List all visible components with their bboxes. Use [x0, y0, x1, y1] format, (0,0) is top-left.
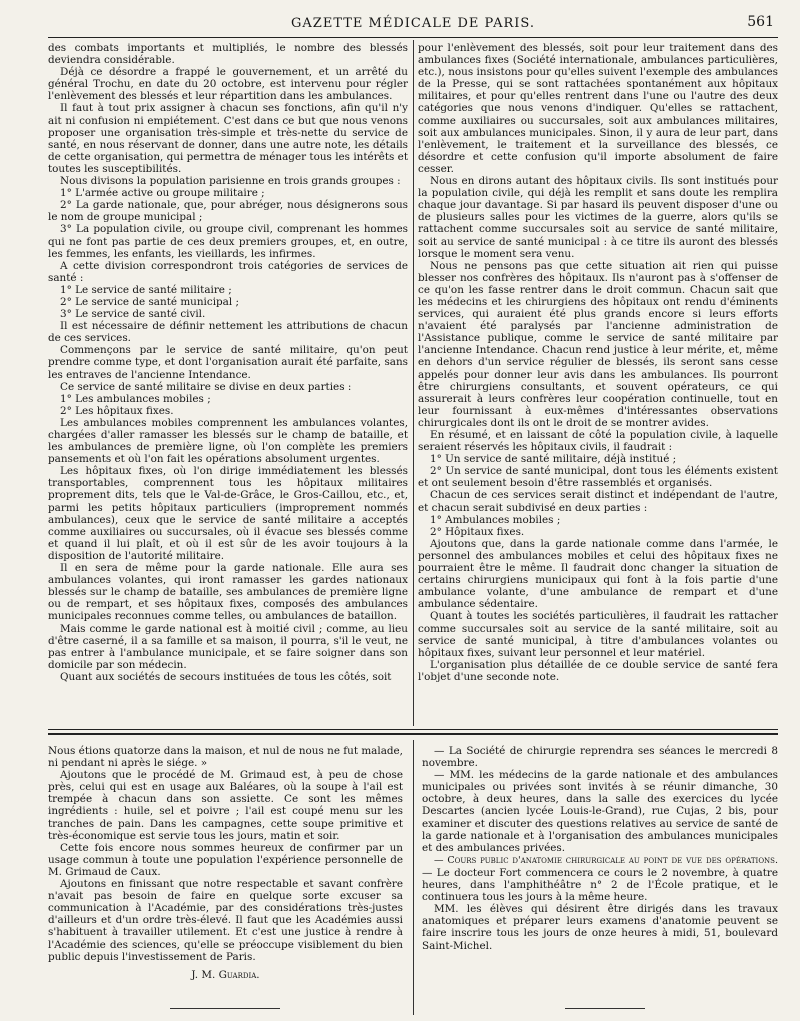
list-item: 1° L'armée active ou groupe militaire ; — [60, 187, 265, 200]
column-left-bottom — [48, 745, 403, 995]
section-rule-thick — [48, 733, 778, 735]
news-item: MM. les élèves qui désirent être dirigés dans les travaux anatomiques et préparer leurs examens d'anatomie peuvent se faire inscrire tous les jours de onze heures à midi, 51, boulevard Saint-Michel. — [422, 903, 778, 952]
section-rule-thin — [48, 729, 778, 730]
paragraph: Quant aux sociétés de secours instituées de tous les côtés, soit — [60, 670, 392, 683]
paragraph: Ce service de santé militaire se divise en deux parties : — [60, 380, 352, 393]
paragraph: Nous divisons la population parisienne en trois grands groupes : — [60, 175, 401, 188]
column-right-bottom — [422, 745, 778, 995]
paragraph: Il en sera de même pour la garde nationale. Elle aura ses ambulances volantes, qui iront ramasser les gardes nationaux blessés sur le champ de bataille, ses ambulances de première ligne ou de rempart, et ses hôpitaux fixes, composés des ambulances municipales reconnues comme telles, ou ambulances de bataillon. — [48, 562, 408, 623]
paragraph: Déjà ce désordre a frappé le gouvernement, et un arrêté du général Trochu, en date du 20 octobre, est intervenu pour régler l'enlèvement des blessés et leur répartition dans les ambulances. — [48, 66, 408, 103]
footer-rule-right — [565, 1008, 645, 1009]
paragraph: Il est nécessaire de définir nettement les attributions de chacun de ces services. — [48, 320, 408, 345]
news-item — [422, 854, 778, 903]
list-item: 3° La population civile, ou groupe civil, comprenant les hommes qui ne font pas partie de ces deux premiers groupes, et, en outre, les femmes, les enfants, les vieillards, les infirmes. — [48, 223, 408, 260]
paragraph: Ajoutons que, dans la garde nationale comme dans l'armée, le personnel des ambulances mobiles et celui des hôpitaux fixes ne pourraient être le même. Il faudrait donc changer la situation de certains chirurgiens municipaux qui font à la fois partie d'une ambulance volante, d'une ambulance de rempart et d'une ambulance sédentaire. — [418, 537, 778, 611]
paragraph: Nous étions quatorze dans la maison, et nul de nous ne fut malade, ni pendant ni après le siége. » — [48, 745, 403, 770]
list-item: 2° Un service de santé municipal, dont tous les éléments existent et ont seulement besoin d'être rassemblés et organisés. — [418, 465, 778, 490]
paragraph: Mais comme le garde national est à moitié civil ; comme, au lieu d'être caserné, il a sa famille et sa maison, il pourra, s'il le veut, ne pas entrer à l'ambulance municipale, et se faire soigner dans son domicile par son médecin. — [48, 622, 408, 671]
paragraph: Nous ne pensons pas que cette situation ait rien qui puisse blesser nos confrères des hôpitaux. Ils n'auront pas à s'offenser de ce qu'on les fasse rentrer dans le droit commun. Chacun sait que les médecins et les chirurgiens des hôpitaux ont rendu d'éminents services, qui auraient été plus grands encore si leurs efforts n'avaient été paralysés par l'ancienne administration de l'Assistance publique, comme le service de santé militaire par l'ancienne Intendance. Chacun rend justice à leur mérite, et, même en dehors d'un service régulier de blessés, ils seront sans cesse appelés pour donner leur avis dans les ambulances. Ils pourront être chirurgiens consultants, et souvent opérateurs, ce qui assurerait à leurs confrères leur coopération continuelle, tout en leur fournissant à eux-mêmes d'intéressantes observations chirurgicales dont ils ont le droit de se montrer avides. — [418, 259, 778, 429]
header-rule — [48, 37, 778, 38]
list-item: 2° Le service de santé municipal ; — [60, 295, 240, 308]
paragraph: L'organisation plus détaillée de ce double service de santé fera l'objet d'une seconde note. — [418, 658, 778, 683]
paragraph: Ajoutons en finissant que notre respectable et savant confrère n'avait pas besoin de faire en quelque sorte excuser sa communication à l'Académie, par des considérations très-justes d'ailleurs et d'un ordre très-élevé. Il faut que les Académies aussi s'habituent à travailler utilement. Et c'est une justice à rendre à l'Académie des sciences, qu'elle se préoccupe visiblement du bien public depuis l'investissement de Paris. — [48, 878, 403, 963]
news-item: — La Société de chirurgie reprendra ses séances le mercredi 8 novembre. — [422, 745, 778, 770]
list-item: 1° Un service de santé militaire, déjà institué ; — [430, 453, 677, 466]
author-signature: J. M. Guardia. — [191, 968, 260, 981]
page-header — [48, 14, 778, 36]
news-item: — MM. les médecins de la garde nationale et des ambulances municipales ou privées sont invités à se réunir dimanche, 30 octobre, à deux heures, dans la salle des exercices du lycée Descartes (ancien lycée Louis-le-Grand), rue Cujas, 2 bis, pour examiner et discuter des questions relatives au service de santé de la garde nationale et à l'organisation des ambulances municipales et des ambulances privées. — [422, 769, 778, 854]
paragraph: pour l'enlèvement des blessés, soit pour leur traitement dans des ambulances fixes (Société internationale, ambulances particulières, etc.), nous insistons pour qu'elles suivent l'exemple des ambulances de la Presse, qui se sont rattachées spontanément aux hôpitaux militaires, et pour qu'elles rentrent dans l'une ou l'autre des deux catégories que nous venons d'indiquer. Qu'elles se rattachent, comme auxiliaires ou succursales, soit aux ambulances militaires, soit aux ambulances municipales. Sinon, il y aura de leur part, dans l'enlèvement, le traitement et la surveillance des blessés, ce désordre et cette confusion qu'il importe absolument de faire cesser. — [418, 42, 778, 175]
cours-heading: — Cours public d'anatomie chirurgicale au point de vue des opérations. — [434, 854, 778, 866]
paragraph: Cette fois encore nous sommes heureux de confirmer par un usage commun à toute une population l'expérience personnelle de M. Grimaud de Caux. — [48, 841, 403, 878]
column-left-top — [48, 42, 408, 722]
list-item: 2° Les hôpitaux fixes. — [60, 404, 174, 417]
column-divider — [413, 40, 414, 726]
paragraph: En résumé, et en laissant de côté la population civile, à laquelle seraient réservés les hôpitaux civils, il faudrait : — [418, 429, 778, 454]
paragraph: Les ambulances mobiles comprennent les ambulances volantes, chargées d'aller ramasser les blessés sur le champ de bataille, et les ambulances de première ligne, où l'on complète les premiers pansements et où l'on fait les opérations absolument urgentes. — [48, 416, 408, 466]
paragraph: Nous en dirons autant des hôpitaux civils. Ils sont institués pour la population civile, qui déjà les remplit et sans doute les remplira chaque jour davantage. Si par hasard ils peuvent disposer d'une ou de plusieurs salles pour les victimes de la guerre, alors qu'ils se rattachent comme succursales soit au service de santé militaire, soit au service de santé municipal : à ce titre ils auront des blessés lorsque le moment sera venu. — [418, 175, 778, 260]
column-divider-bottom — [413, 740, 414, 1015]
paragraph: Les hôpitaux fixes, où l'on dirige immédiatement les blessés transportables, comprennent tous les hôpitaux militaires proprement dits, tels que le Val-de-Grâce, le Gros-Caillou, etc., et, parmi les petits hôpitaux particuliers (improprement nommés ambulances), ceux que le service de santé militaire a acceptés comme auxiliaires ou succursales, où il évacue ses blessés comme et quand il lui plaît, et où il est sûr de les avoir toujours à la disposition de l'autorité militaire. — [48, 465, 408, 562]
column-right-top — [418, 42, 778, 722]
list-item: 1° Les ambulances mobiles ; — [60, 392, 211, 405]
list-item: 1° Ambulances mobiles ; — [430, 513, 561, 526]
paragraph: Quant à toutes les sociétés particulières, il faudrait les rattacher comme succursales soit au service de la santé militaire, soit au service de santé municipal, à titre d'ambulances volantes ou hôpitaux fixes, suivant leur personnel et leur matériel. — [418, 610, 778, 659]
paragraph: Chacun de ces services serait distinct et indépendant de l'autre, et chacun serait subdivisé en deux parties : — [418, 489, 778, 514]
paragraph: Ajoutons que le procédé de M. Grimaud est, à peu de chose près, celui qui est en usage aux Baléares, où la soupe à l'ail est trempée à chacun dans son assiette. Ce sont les mêmes ingrédients : huile, sel et poivre ; l'ail est coupé menu sur les tranches de pain. Dans les campagnes, cette soupe primitive et très-économique est servie tous les jours, matin et soir. — [48, 769, 403, 842]
paragraph: Il faut à tout prix assigner à chacun ses fonctions, afin qu'il n'y ait ni confusion ni empiétement. C'est dans ce but que nous venons proposer une organisation très-simple et très-nette du service de santé, en nous réservant de donner, dans une autre note, les détails de cette organisation, qui permettra de ménager tous les intérêts et toutes les susceptibilités. — [48, 102, 408, 175]
list-item: 1° Le service de santé militaire ; — [60, 283, 232, 296]
paragraph: des combats importants et multipliés, le nombre des blessés deviendra considérable. — [48, 42, 408, 67]
paragraph: A cette division correspondront trois catégories de services de santé : — [48, 259, 408, 284]
footer-rule-left — [170, 1008, 280, 1009]
list-item: 3° Le service de santé civil. — [60, 308, 206, 321]
paragraph: Commençons par le service de santé militaire, qu'on peut prendre comme type, et dont l'organisation aurait été parfaite, sans les entraves de l'ancienne Intendance. — [48, 344, 408, 381]
list-item: 2° Hôpitaux fixes. — [430, 525, 525, 538]
page-number: 561 — [747, 14, 774, 30]
journal-title: GAZETTE MÉDICALE DE PARIS. — [291, 16, 535, 31]
cours-text: — Le docteur Fort commencera ce cours le 2 novembre, à quatre heures, dans l'amphithéâtre n° 2 de l'École pratique, et le continuera tous les jours à la même heure. — [422, 866, 778, 904]
list-item: 2° La garde nationale, que, pour abréger, nous désignerons sous le nom de groupe municipal ; — [48, 199, 408, 224]
